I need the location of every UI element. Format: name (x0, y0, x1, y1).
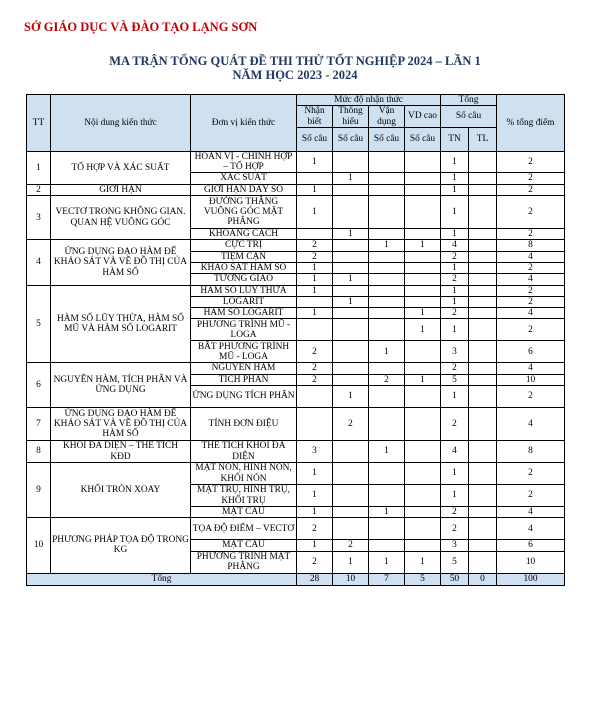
cell-thong-hieu (333, 374, 369, 385)
cell-percent: 2 (497, 463, 565, 485)
cell-tl (469, 251, 497, 262)
topic-number: 7 (27, 408, 51, 441)
cell-vd-cao (405, 251, 441, 262)
cell-vd-cao (405, 285, 441, 296)
knowledge-unit: TÍCH PHÂN (191, 374, 297, 385)
cell-nhan-biet: 2 (297, 251, 333, 262)
topic-number: 6 (27, 363, 51, 408)
cell-percent: 4 (497, 363, 565, 374)
cell-van-dung (369, 262, 405, 273)
cell-tl (469, 341, 497, 363)
knowledge-unit: MẶT CẦU (191, 507, 297, 518)
cell-thong-hieu: 1 (333, 274, 369, 285)
cell-nhan-biet: 2 (297, 518, 333, 540)
cell-percent: 10 (497, 551, 565, 573)
knowledge-unit: KHOẢNG CÁCH (191, 229, 297, 240)
cell-tl (469, 386, 497, 408)
cell-tl (469, 240, 497, 251)
cell-percent: 2 (497, 296, 565, 307)
exam-matrix-table (26, 94, 565, 586)
cell-tn: 1 (441, 386, 469, 408)
cell-vd-cao: 1 (405, 374, 441, 385)
cell-percent: 8 (497, 441, 565, 463)
cell-tn: 5 (441, 551, 469, 573)
knowledge-unit: TÍNH ĐƠN ĐIỆU (191, 408, 297, 441)
header-tt: TT (27, 95, 51, 152)
cell-nhan-biet: 1 (297, 196, 333, 229)
knowledge-unit: MẶT CẦU (191, 540, 297, 551)
cell-tn: 5 (441, 374, 469, 385)
topic-content: NGUYÊN HÀM, TÍCH PHÂN VÀ ỨNG DỤNG (51, 363, 191, 408)
knowledge-unit: BẤT PHƯƠNG TRÌNH MŨ - LOGA (191, 341, 297, 363)
header-level: Mức độ nhận thức (297, 95, 441, 106)
table-row (27, 285, 565, 296)
header-total: Tổng (441, 95, 497, 106)
cell-nhan-biet: 2 (297, 374, 333, 385)
cell-nhan-biet: 2 (297, 240, 333, 251)
cell-vd-cao: 1 (405, 551, 441, 573)
table-row (27, 463, 565, 485)
topic-content: TỔ HỢP VÀ XÁC SUẤT (51, 151, 191, 184)
topic-content: GIỚI HẠN (51, 184, 191, 195)
cell-van-dung (369, 274, 405, 285)
cell-tn: 2 (441, 363, 469, 374)
header-so-cau: Số câu (333, 127, 369, 151)
cell-van-dung (369, 485, 405, 507)
cell-tl (469, 463, 497, 485)
total-tl: 0 (469, 573, 497, 585)
cell-percent: 4 (497, 408, 565, 441)
cell-percent: 4 (497, 308, 565, 319)
cell-tn: 2 (441, 507, 469, 518)
cell-tl (469, 551, 497, 573)
cell-tn: 3 (441, 341, 469, 363)
cell-vd-cao (405, 151, 441, 173)
cell-van-dung (369, 296, 405, 307)
cell-van-dung (369, 229, 405, 240)
table-row (27, 240, 565, 251)
cell-tn: 1 (441, 463, 469, 485)
cell-thong-hieu (333, 196, 369, 229)
cell-nhan-biet: 3 (297, 441, 333, 463)
topic-content: KHỐI ĐA DIỆN – THỂ TÍCH KĐD (51, 441, 191, 463)
knowledge-unit: CỰC TRỊ (191, 240, 297, 251)
cell-percent: 2 (497, 485, 565, 507)
cell-thong-hieu: 1 (333, 551, 369, 573)
cell-nhan-biet: 1 (297, 463, 333, 485)
cell-tn: 1 (441, 229, 469, 240)
total-percent: 100 (497, 573, 565, 585)
cell-tn: 2 (441, 308, 469, 319)
cell-thong-hieu: 2 (333, 408, 369, 441)
header-nhan-biet: Nhận biết (297, 106, 333, 128)
totals-row (27, 573, 565, 585)
cell-tn: 4 (441, 240, 469, 251)
cell-tl (469, 308, 497, 319)
cell-van-dung (369, 408, 405, 441)
cell-vd-cao: 1 (405, 319, 441, 341)
cell-tl (469, 319, 497, 341)
cell-nhan-biet: 1 (297, 262, 333, 273)
cell-nhan-biet: 1 (297, 285, 333, 296)
cell-nhan-biet (297, 296, 333, 307)
cell-percent: 4 (497, 251, 565, 262)
header-tl: TL (469, 127, 497, 151)
topic-content: KHỐI TRÒN XOAY (51, 463, 191, 518)
cell-thong-hieu (333, 518, 369, 540)
cell-van-dung (369, 196, 405, 229)
cell-thong-hieu (333, 319, 369, 341)
cell-percent: 2 (497, 229, 565, 240)
cell-nhan-biet: 1 (297, 184, 333, 195)
knowledge-unit: KHẢO SÁT HÀM SỐ (191, 262, 297, 273)
table-row (27, 518, 565, 540)
cell-thong-hieu (333, 507, 369, 518)
cell-tl (469, 296, 497, 307)
cell-van-dung: 2 (369, 374, 405, 385)
cell-nhan-biet: 2 (297, 363, 333, 374)
knowledge-unit: ỨNG DỤNG TÍCH PHÂN (191, 386, 297, 408)
cell-percent: 6 (497, 540, 565, 551)
cell-tl (469, 485, 497, 507)
table-row (27, 196, 565, 229)
cell-thong-hieu (333, 184, 369, 195)
cell-thong-hieu: 1 (333, 229, 369, 240)
table-row (27, 363, 565, 374)
cell-tn: 1 (441, 151, 469, 173)
knowledge-unit: HOÁN VỊ - CHỈNH HỢP – TỔ HỢP (191, 151, 297, 173)
table-row (27, 441, 565, 463)
cell-vd-cao (405, 274, 441, 285)
cell-nhan-biet: 1 (297, 308, 333, 319)
cell-percent: 2 (497, 173, 565, 184)
cell-percent: 2 (497, 262, 565, 273)
cell-van-dung (369, 173, 405, 184)
cell-tn: 1 (441, 285, 469, 296)
cell-vd-cao (405, 386, 441, 408)
cell-nhan-biet (297, 408, 333, 441)
cell-tl (469, 507, 497, 518)
cell-van-dung: 1 (369, 240, 405, 251)
cell-percent: 4 (497, 518, 565, 540)
cell-percent: 6 (497, 341, 565, 363)
knowledge-unit: PHƯƠNG TRÌNH MŨ - LOGA (191, 319, 297, 341)
cell-tn: 1 (441, 196, 469, 229)
cell-percent: 2 (497, 386, 565, 408)
cell-tl (469, 441, 497, 463)
cell-thong-hieu (333, 463, 369, 485)
cell-tl (469, 151, 497, 173)
cell-vd-cao: 1 (405, 240, 441, 251)
cell-vd-cao (405, 518, 441, 540)
topic-content: HÀM SỐ LŨY THỪA, HÀM SỐ MŨ VÀ HÀM SỐ LOGARIT (51, 285, 191, 363)
cell-van-dung (369, 540, 405, 551)
cell-van-dung: 1 (369, 441, 405, 463)
cell-tn: 2 (441, 251, 469, 262)
cell-vd-cao (405, 296, 441, 307)
cell-van-dung (369, 308, 405, 319)
knowledge-unit: HÀM SỐ LŨY THỪA (191, 285, 297, 296)
table-row (27, 184, 565, 195)
topic-content: PHƯƠNG PHÁP TỌA ĐỘ TRONG KG (51, 518, 191, 573)
document-subtitle: NĂM HỌC 2023 - 2024 (232, 68, 358, 82)
cell-van-dung: 1 (369, 507, 405, 518)
cell-vd-cao (405, 173, 441, 184)
cell-thong-hieu: 1 (333, 296, 369, 307)
cell-nhan-biet: 1 (297, 540, 333, 551)
header-van-dung: Vận dụng (369, 106, 405, 128)
knowledge-unit: THỂ TÍCH KHỐI ĐA DIỆN (191, 441, 297, 463)
cell-van-dung (369, 251, 405, 262)
cell-tl (469, 540, 497, 551)
cell-tl (469, 196, 497, 229)
cell-thong-hieu (333, 285, 369, 296)
cell-thong-hieu (333, 485, 369, 507)
cell-vd-cao (405, 196, 441, 229)
cell-thong-hieu (333, 240, 369, 251)
cell-tl (469, 262, 497, 273)
cell-thong-hieu (333, 363, 369, 374)
cell-van-dung (369, 518, 405, 540)
cell-thong-hieu (333, 341, 369, 363)
cell-percent: 4 (497, 274, 565, 285)
cell-van-dung (369, 463, 405, 485)
cell-tn: 1 (441, 262, 469, 273)
topic-content: ỨNG DỤNG ĐẠO HÀM ĐỂ KHẢO SÁT VÀ VẼ ĐỒ THỊ CỦA HÀM SỐ (51, 408, 191, 441)
cell-vd-cao (405, 262, 441, 273)
total-nhan-biet: 28 (297, 573, 333, 585)
cell-nhan-biet (297, 386, 333, 408)
total-van-dung: 7 (369, 573, 405, 585)
cell-nhan-biet: 1 (297, 485, 333, 507)
cell-tn: 1 (441, 184, 469, 195)
topic-number: 8 (27, 441, 51, 463)
knowledge-unit: MẶT NÓN, HÌNH NÓN, KHỐI NÓN (191, 463, 297, 485)
cell-van-dung (369, 363, 405, 374)
cell-percent: 2 (497, 319, 565, 341)
topic-number: 9 (27, 463, 51, 518)
cell-nhan-biet: 1 (297, 507, 333, 518)
cell-vd-cao (405, 485, 441, 507)
cell-nhan-biet: 1 (297, 274, 333, 285)
cell-percent: 2 (497, 285, 565, 296)
knowledge-unit: NGUYÊN HÀM (191, 363, 297, 374)
cell-tl (469, 173, 497, 184)
cell-nhan-biet: 2 (297, 341, 333, 363)
knowledge-unit: TIỆM CẬN (191, 251, 297, 262)
cell-percent: 2 (497, 151, 565, 173)
cell-tl (469, 374, 497, 385)
table-row (27, 151, 565, 173)
knowledge-unit: GIỚI HẠN DÃY SỐ (191, 184, 297, 195)
cell-tl (469, 518, 497, 540)
header-so-cau: Số câu (297, 127, 333, 151)
cell-tl (469, 408, 497, 441)
header-thong-hieu: Thông hiểu (333, 106, 369, 128)
knowledge-unit: TỌA ĐỘ ĐIỂM – VECTƠ (191, 518, 297, 540)
header-so-cau: Số câu (369, 127, 405, 151)
cell-tn: 1 (441, 173, 469, 184)
cell-nhan-biet (297, 229, 333, 240)
total-vd-cao: 5 (405, 573, 441, 585)
table-header (27, 95, 565, 152)
cell-vd-cao (405, 229, 441, 240)
cell-thong-hieu (333, 262, 369, 273)
cell-tn: 2 (441, 274, 469, 285)
cell-vd-cao (405, 507, 441, 518)
topic-content: VECTƠ TRONG KHÔNG GIAN. QUAN HỆ VUÔNG GÓC (51, 196, 191, 240)
cell-vd-cao (405, 184, 441, 195)
cell-thong-hieu: 1 (333, 386, 369, 408)
cell-vd-cao (405, 363, 441, 374)
cell-vd-cao (405, 463, 441, 485)
cell-van-dung (369, 184, 405, 195)
cell-van-dung: 1 (369, 341, 405, 363)
cell-thong-hieu (333, 308, 369, 319)
header-unit: Đơn vị kiến thức (191, 95, 297, 152)
cell-percent: 2 (497, 196, 565, 229)
cell-tn: 4 (441, 441, 469, 463)
cell-nhan-biet: 1 (297, 151, 333, 173)
cell-percent: 8 (497, 240, 565, 251)
cell-thong-hieu: 1 (333, 173, 369, 184)
total-tn: 50 (441, 573, 469, 585)
cell-tn: 3 (441, 540, 469, 551)
table-row (27, 408, 565, 441)
cell-vd-cao (405, 408, 441, 441)
header-content: Nội dung kiến thức (51, 95, 191, 152)
cell-vd-cao (405, 441, 441, 463)
cell-nhan-biet: 2 (297, 551, 333, 573)
topic-number: 2 (27, 184, 51, 195)
header-percent: % tổng điểm (497, 95, 565, 152)
cell-percent: 2 (497, 184, 565, 195)
cell-vd-cao: 1 (405, 308, 441, 319)
knowledge-unit: XÁC SUẤT (191, 173, 297, 184)
topic-number: 4 (27, 240, 51, 285)
department-name: SỞ GIÁO DỤC VÀ ĐÀO TẠO LẠNG SƠN (24, 20, 258, 34)
header-so-cau-total: Số câu (441, 106, 497, 128)
header-so-cau: Số câu (405, 127, 441, 151)
cell-nhan-biet (297, 319, 333, 341)
cell-tn: 2 (441, 408, 469, 441)
cell-vd-cao (405, 341, 441, 363)
cell-tn: 1 (441, 485, 469, 507)
topic-number: 5 (27, 285, 51, 363)
document-title: MA TRẬN TỔNG QUÁT ĐỀ THI THỬ TỐT NGHIỆP 2024 – LẦN 1 (109, 54, 481, 68)
knowledge-unit: PHƯƠNG TRÌNH MẶT PHẲNG (191, 551, 297, 573)
knowledge-unit: HÀM SỐ LOGARIT (191, 308, 297, 319)
header-tn: TN (441, 127, 469, 151)
cell-percent: 4 (497, 507, 565, 518)
knowledge-unit: MẶT TRỤ, HÌNH TRỤ, KHỐI TRỤ (191, 485, 297, 507)
knowledge-unit: LOGARIT (191, 296, 297, 307)
cell-percent: 10 (497, 374, 565, 385)
cell-van-dung (369, 151, 405, 173)
cell-thong-hieu (333, 251, 369, 262)
total-thong-hieu: 10 (333, 573, 369, 585)
cell-thong-hieu (333, 151, 369, 173)
knowledge-unit: ĐƯỜNG THẲNG VUÔNG GÓC MẶT PHẲNG (191, 196, 297, 229)
cell-tn: 1 (441, 319, 469, 341)
topic-number: 3 (27, 196, 51, 240)
cell-tl (469, 229, 497, 240)
cell-tl (469, 274, 497, 285)
knowledge-unit: TƯƠNG GIAO (191, 274, 297, 285)
totals-label: Tổng (27, 573, 297, 585)
cell-thong-hieu (333, 441, 369, 463)
cell-van-dung: 1 (369, 551, 405, 573)
cell-tl (469, 363, 497, 374)
totals-section (27, 573, 565, 585)
cell-vd-cao (405, 540, 441, 551)
header-vd-cao: VD cao (405, 106, 441, 128)
cell-tn: 1 (441, 296, 469, 307)
cell-thong-hieu: 2 (333, 540, 369, 551)
cell-van-dung (369, 386, 405, 408)
cell-tl (469, 285, 497, 296)
topic-content: ỨNG DỤNG ĐẠO HÀM ĐỂ KHẢO SÁT VÀ VẼ ĐỒ THỊ CỦA HÀM SỐ (51, 240, 191, 285)
cell-nhan-biet (297, 173, 333, 184)
cell-tn: 2 (441, 518, 469, 540)
topic-number: 1 (27, 151, 51, 184)
cell-van-dung (369, 285, 405, 296)
cell-van-dung (369, 319, 405, 341)
cell-tl (469, 184, 497, 195)
table-body (27, 151, 565, 573)
topic-number: 10 (27, 518, 51, 573)
